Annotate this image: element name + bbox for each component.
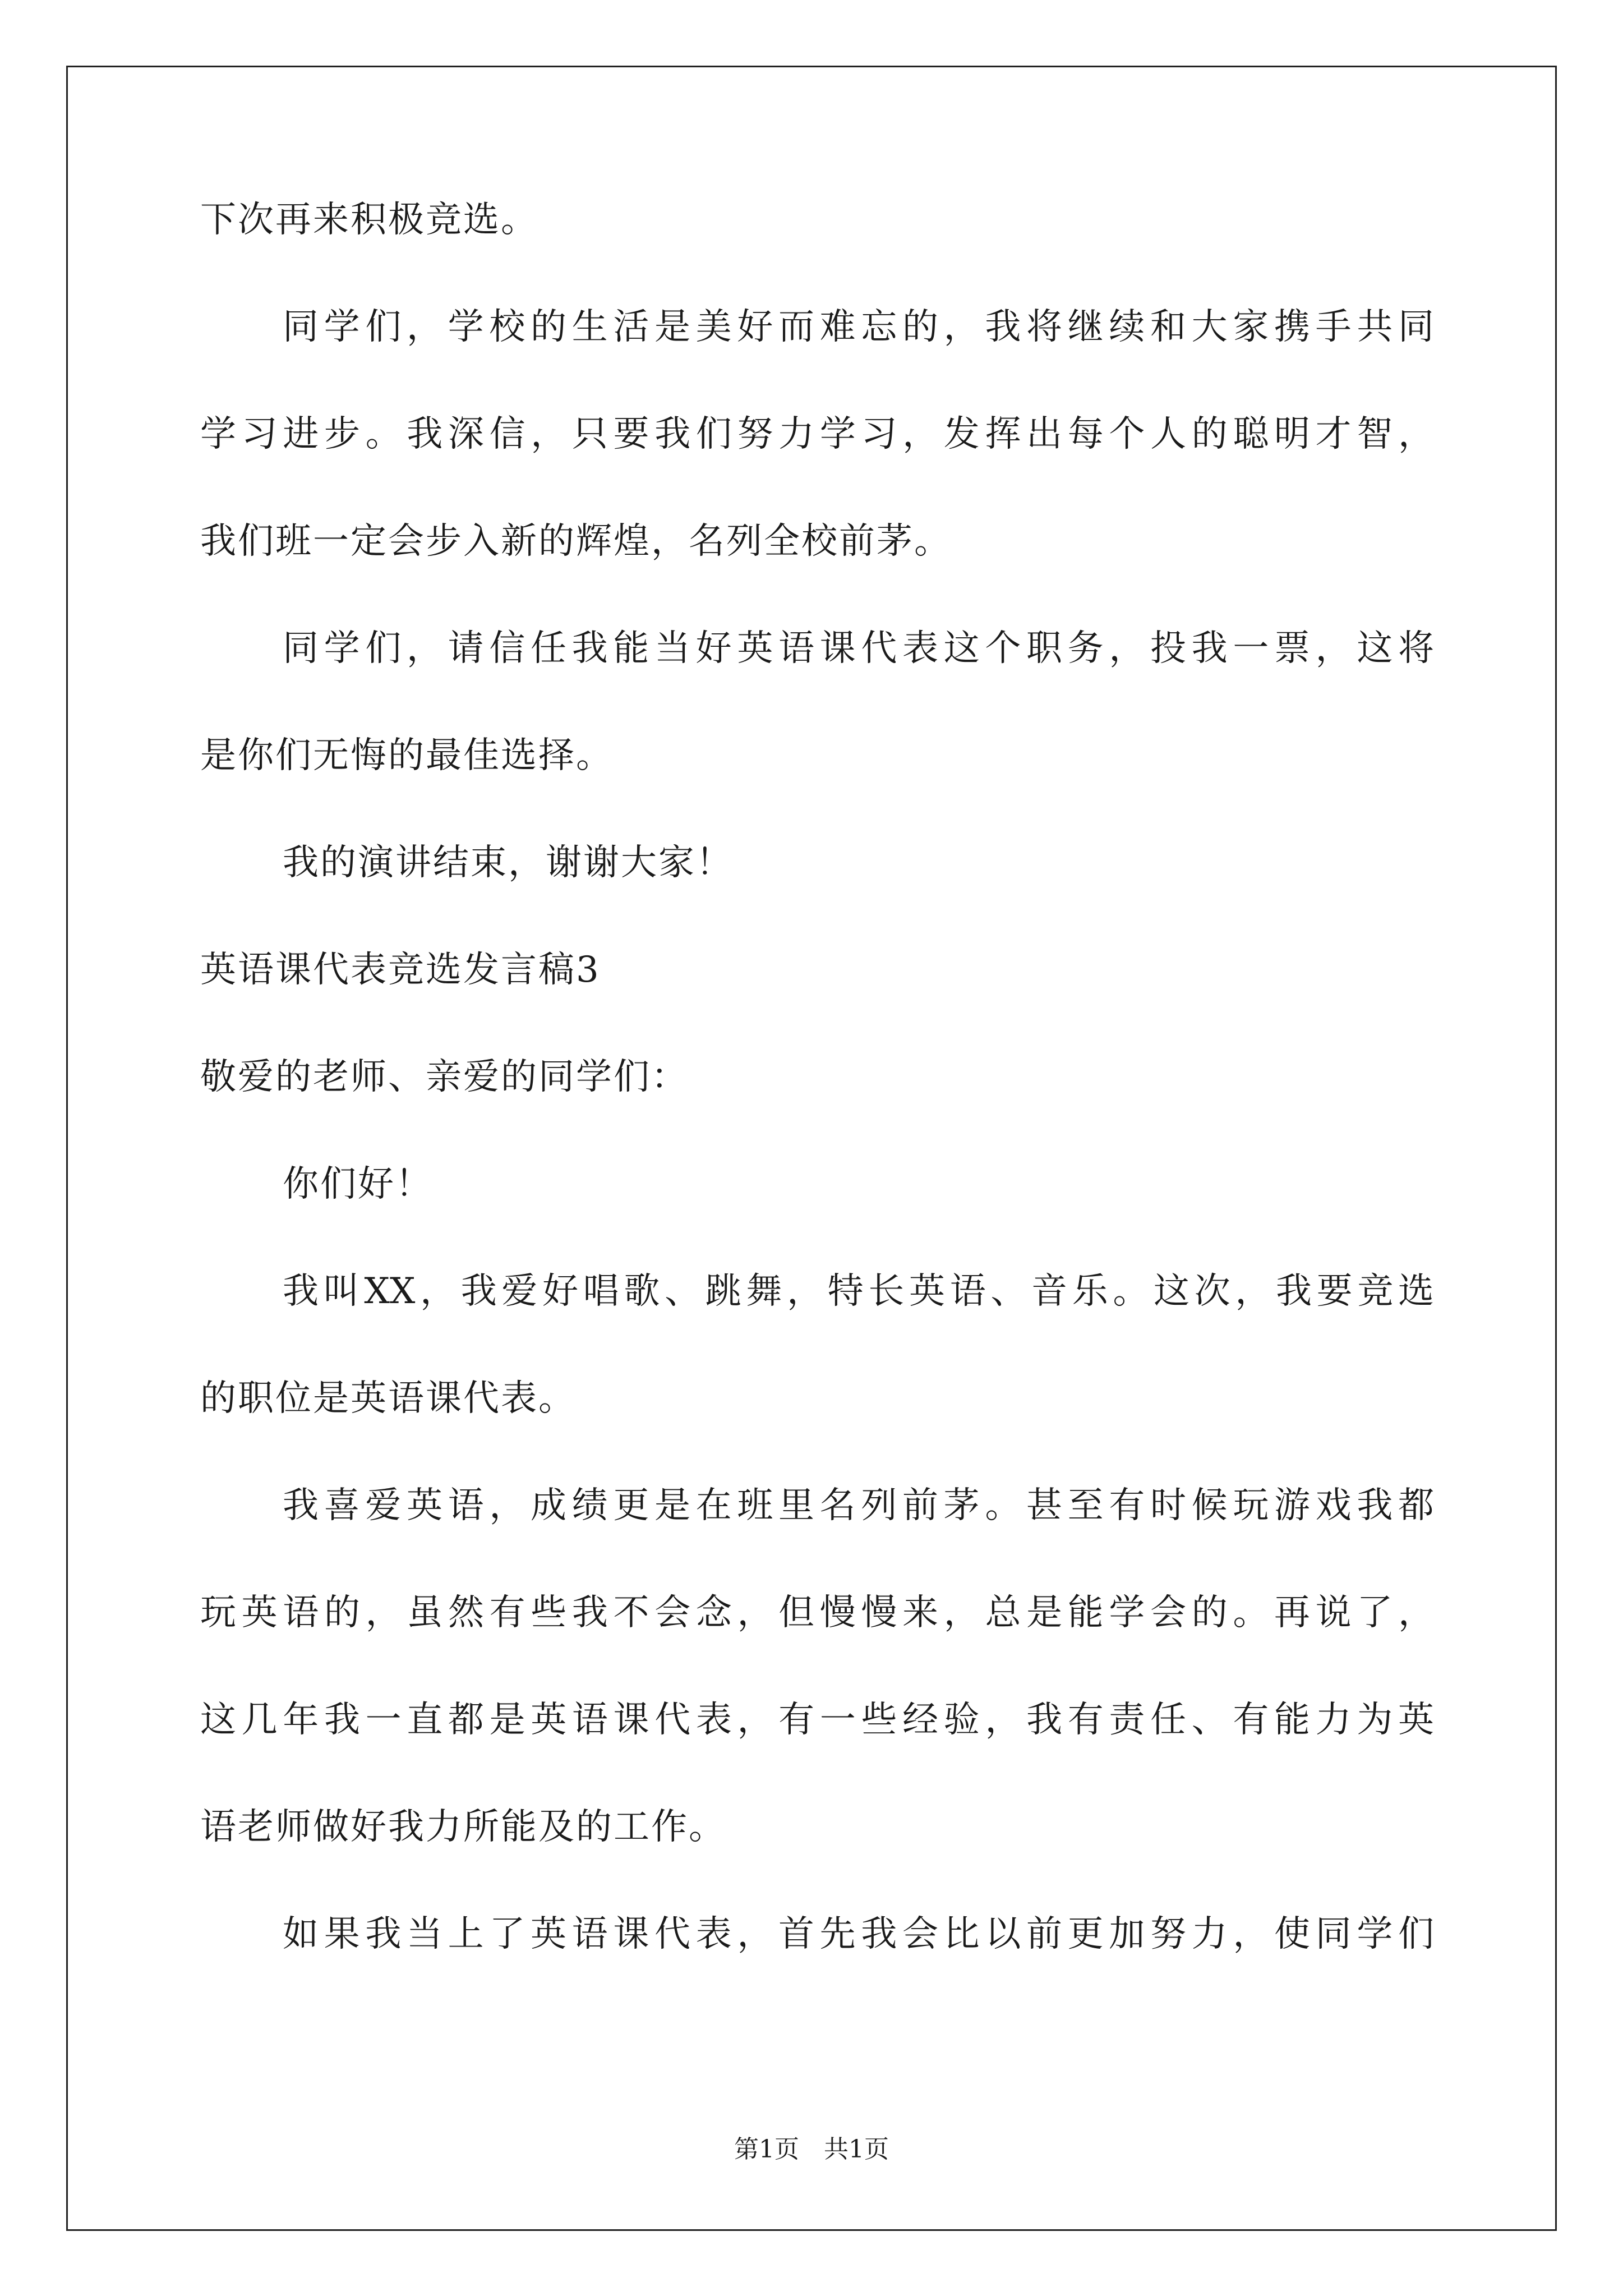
text-line-11: 我叫XX，我爱好唱歌、跳舞，特长英语、音乐。这次，我要竞选 [283,1271,1434,1312]
section-heading: 英语课代表竞选发言稿3 [200,949,601,991]
text-line-17: 如果我当上了英语课代表，首先我会比以前更加努力，使同学们 [283,1913,1434,1955]
text-line-12: 的职位是英语课代表。 [200,1378,576,1419]
text-line-6: 是你们无悔的最佳选择。 [200,735,614,776]
salutation: 敬爱的老师、亲爱的同学们： [200,1056,689,1098]
text-line-4: 我们班一定会步入新的辉煌，名列全校前茅。 [200,521,952,562]
page-number-footer: 第1页 共1页 [734,2135,889,2164]
text-line-1: 下次再来积极竞选。 [200,199,538,241]
text-line-16: 语老师做好我力所能及的工作。 [200,1806,726,1848]
text-line-2: 同学们，学校的生活是美好而难忘的，我将继续和大家携手共同 [283,306,1434,348]
text-line-15: 这几年我一直都是英语课代表，有一些经验，我有责任、有能力为英 [200,1699,1434,1741]
greeting: 你们好！ [283,1163,433,1205]
text-line-14: 玩英语的，虽然有些我不会念，但慢慢来，总是能学会的。再说了， [200,1592,1434,1634]
text-line-5: 同学们，请信任我能当好英语课代表这个职务，投我一票，这将 [283,628,1434,669]
text-line-13: 我喜爱英语，成绩更是在班里名列前茅。甚至有时候玩游戏我都 [283,1485,1434,1526]
text-line-7: 我的演讲结束，谢谢大家！ [283,842,734,884]
text-line-3: 学习进步。我深信，只要我们努力学习，发挥出每个人的聪明才智， [200,413,1434,455]
page-border [66,66,1557,2231]
